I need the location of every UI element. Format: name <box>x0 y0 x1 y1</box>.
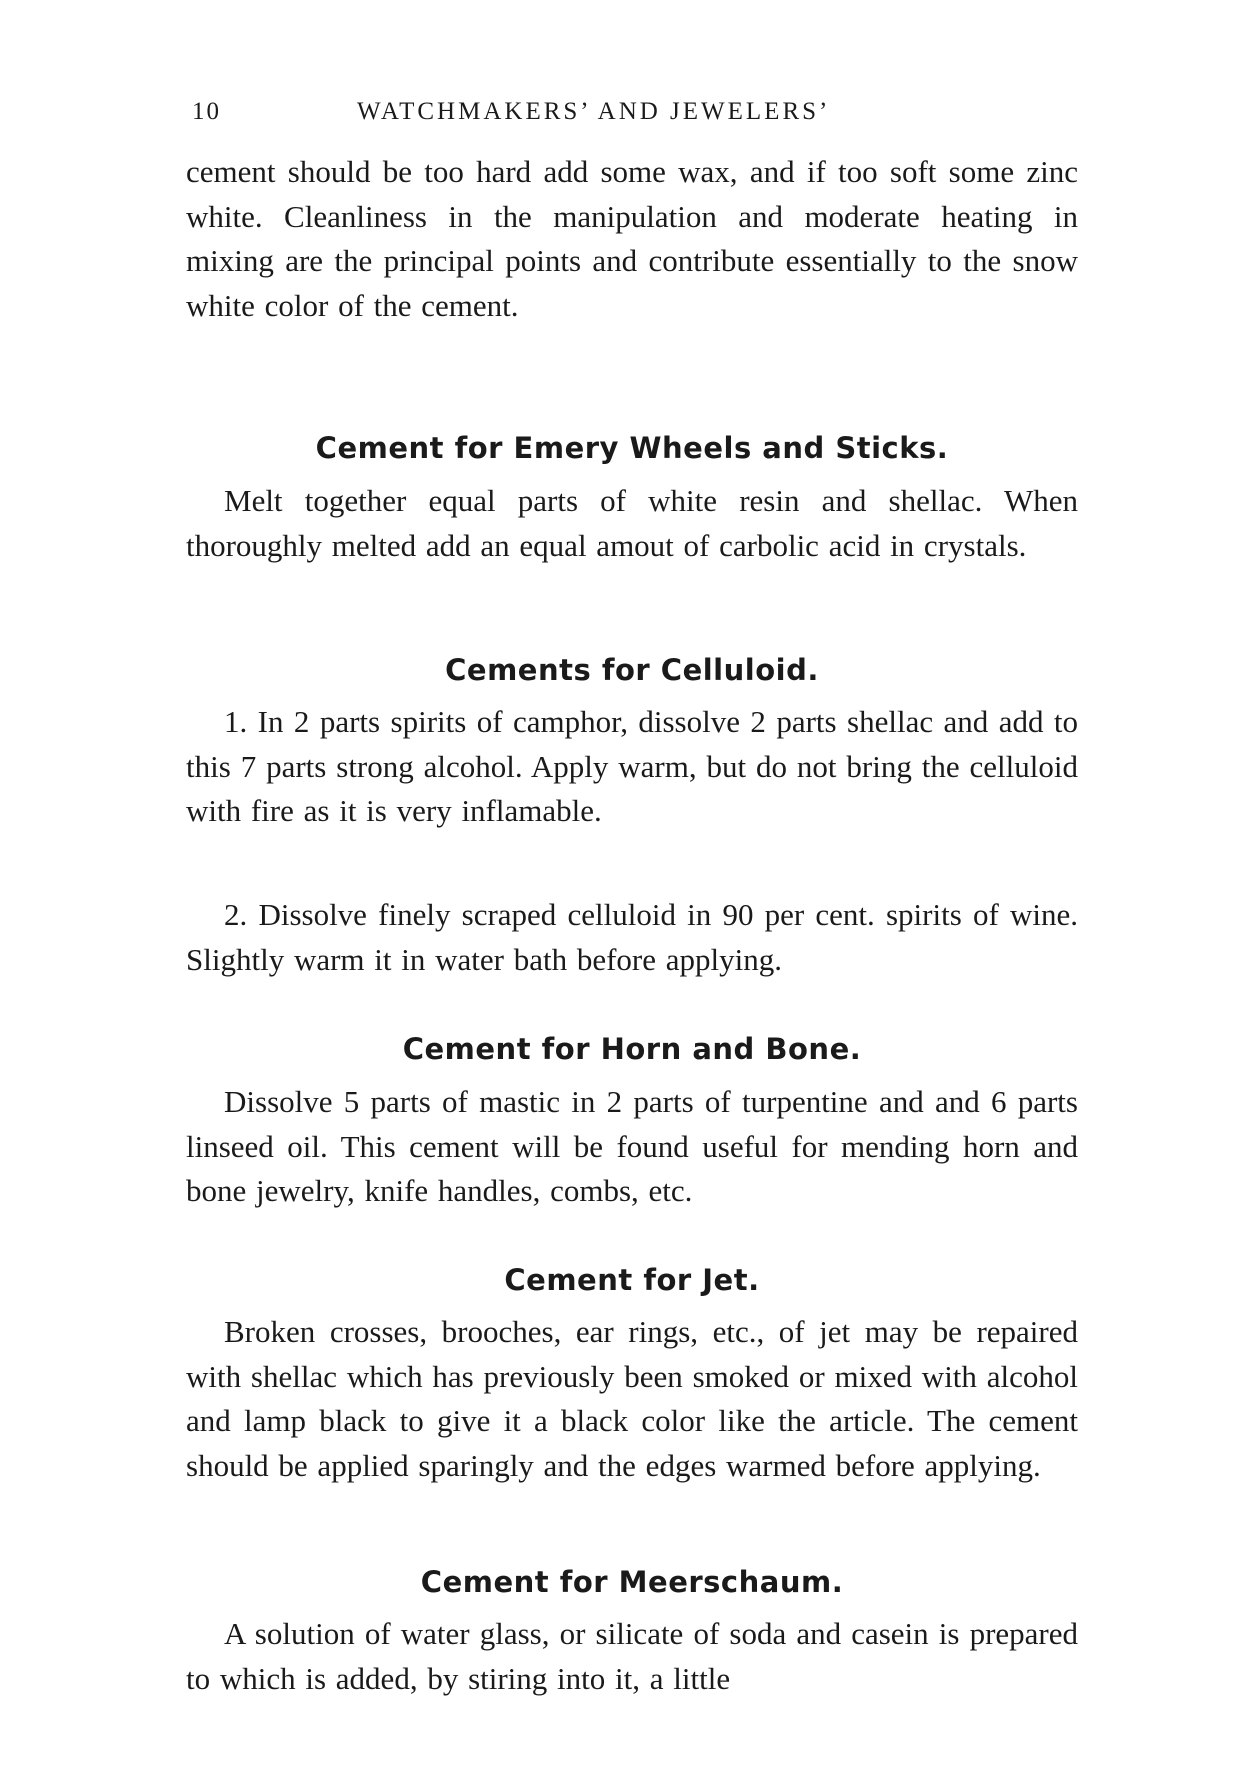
section-horn-bone-body <box>186 1080 1078 1214</box>
page-number: 10 <box>192 98 221 125</box>
intro-block <box>186 150 1078 328</box>
section-celluloid-body-2 <box>186 893 1078 982</box>
section-paragraph: Broken crosses, brooches, ear rings, etc., of jet may be repaired with shellac which has previously been smoked or mixed with alcohol and lamp black to give it a black color like the article. The cement should be applied sparingly and the edges warmed before applying. <box>186 1314 1078 1483</box>
section-paragraph: A solution of water glass, or silicate of soda and casein is prepared to which is added, by stiring into it, a little <box>186 1616 1078 1696</box>
section-jet <box>186 1262 1078 1298</box>
section-celluloid-body-1 <box>186 700 1078 834</box>
section-meerschaum-body <box>186 1612 1078 1701</box>
section-heading: Cement for Emery Wheels and Sticks. <box>315 431 949 465</box>
section-emery-body <box>186 479 1078 568</box>
section-paragraph: 2. Dissolve finely scraped celluloid in 90 per cent. spirits of wine. Slightly warm it in water bath before applying. <box>186 897 1078 977</box>
section-jet-body <box>186 1310 1078 1488</box>
section-horn-bone <box>186 1031 1078 1067</box>
section-heading: Cement for Meerschaum. <box>420 1565 844 1599</box>
intro-paragraph: cement should be too hard add some wax, and if too soft some zinc white. Cleanliness in the manipulation and moderate heating in mixing are the principal points and contribute essentially to the snow white color of the cement. <box>186 154 1078 323</box>
section-meerschaum <box>186 1564 1078 1600</box>
running-title: WATCHMAKERS’ AND JEWELERS’ <box>357 98 831 125</box>
section-paragraph: Dissolve 5 parts of mastic in 2 parts of turpentine and and 6 parts linseed oil. This cement will be found useful for mending horn and bone jewelry, knife handles, combs, etc. <box>186 1084 1078 1208</box>
section-emery <box>186 430 1078 466</box>
section-heading: Cement for Jet. <box>504 1263 760 1297</box>
section-celluloid <box>186 652 1078 688</box>
section-heading: Cements for Celluloid. <box>445 653 819 687</box>
section-heading: Cement for Horn and Bone. <box>402 1032 862 1066</box>
section-paragraph: 1. In 2 parts spirits of camphor, dissolve 2 parts shellac and add to this 7 parts strong alcohol. Apply warm, but do not bring the celluloid with fire as it is very inflamable. <box>186 704 1078 828</box>
section-paragraph: Melt together equal parts of white resin and shellac. When thoroughly melted add an equal amout of carbolic acid in crystals. <box>186 483 1078 563</box>
